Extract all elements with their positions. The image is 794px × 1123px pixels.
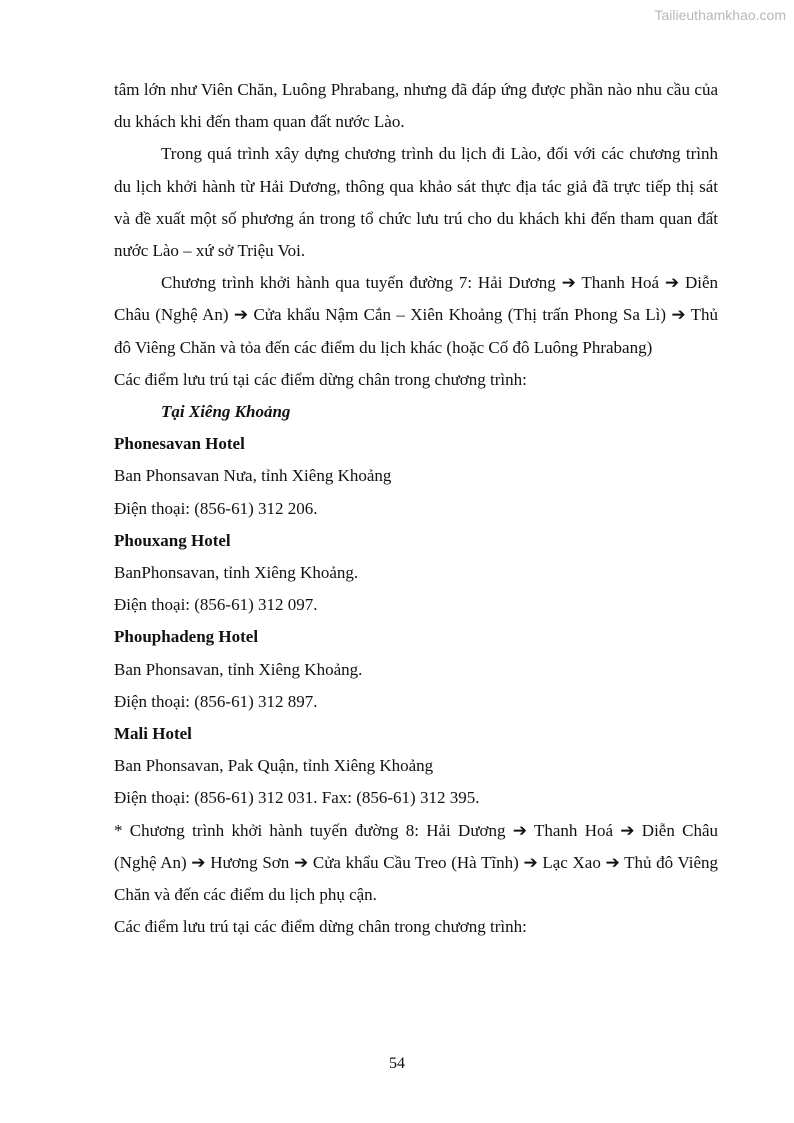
paragraph-closing: Các điểm lưu trú tại các điểm dừng chân trong chương trình: xyxy=(114,917,527,937)
page-number: 54 xyxy=(389,1055,405,1072)
hotel-address: Ban Phonsavan, tỉnh Xiêng Khoảng. xyxy=(114,659,363,679)
section-heading: Tại Xiêng Khoảng xyxy=(161,402,291,422)
hotel-phone: Điện thoại: (856-61) 312 031. Fax: (856-61) 312 395. xyxy=(114,788,480,808)
hotel-address: Ban Phonsavan, Pak Quận, tỉnh Xiêng Khoảng xyxy=(114,756,434,776)
paragraph-survey: Trong quá trình xây dựng chương trình du lịch đi Lào, đối với các chương trình du lịch khởi hành từ Hải Dương, thông qua khảo sát thực địa tác giả đã trực tiếp thị sát và đề xuất một số phương án trong tổ chức lưu trú cho du khách khi đến tham quan đất nước Lào – xứ sở Triệu Voi. xyxy=(114,144,718,261)
hotel-name: Phonesavan Hotel xyxy=(114,434,245,454)
paragraph-route7: Chương trình khởi hành qua tuyến đường 7: Hải Dương ➔ Thanh Hoá ➔ Diễn Châu (Nghệ An) ➔ Cửa khẩu Nậm Cắn – Xiên Khoảng (Thị trấn Phong Sa Lì) ➔ Thủ đô Viêng Chăn và tỏa đến các điểm du lịch khác (hoặc Cố đô Luông Phrabang) xyxy=(114,273,718,357)
hotel-phone: Điện thoại: (856-61) 312 097. xyxy=(114,595,318,615)
hotel-phone: Điện thoại: (856-61) 312 897. xyxy=(114,691,318,711)
hotel-name: Mali Hotel xyxy=(114,724,192,744)
hotel-name: Phouxang Hotel xyxy=(114,530,231,550)
watermark: Tailieuthamkhao.com xyxy=(654,7,786,23)
paragraph-stops: Các điểm lưu trú tại các điểm dừng chân trong chương trình: xyxy=(114,369,527,389)
hotel-address: Ban Phonsavan Nưa, tỉnh Xiêng Khoảng xyxy=(114,466,392,486)
paragraph-intro: tâm lớn như Viên Chăn, Luông Phrabang, nhưng đã đáp ứng được phần nào nhu cầu của du khách khi đến tham quan đất nước Lào. xyxy=(114,80,718,132)
hotel-name: Phouphadeng Hotel xyxy=(114,627,259,647)
paragraph-route8: * Chương trình khởi hành tuyến đường 8: Hải Dương ➔ Thanh Hoá ➔ Diễn Châu (Nghệ An) ➔ Hương Sơn ➔ Cửa khẩu Cầu Treo (Hà Tĩnh) ➔ Lạc Xao ➔ Thủ đô Viêng Chăn và đến các điểm du lịch phụ cận. xyxy=(114,820,718,905)
document-body xyxy=(114,74,718,943)
hotel-address: BanPhonsavan, tỉnh Xiêng Khoảng. xyxy=(114,563,359,583)
hotel-phone: Điện thoại: (856-61) 312 206. xyxy=(114,498,318,518)
